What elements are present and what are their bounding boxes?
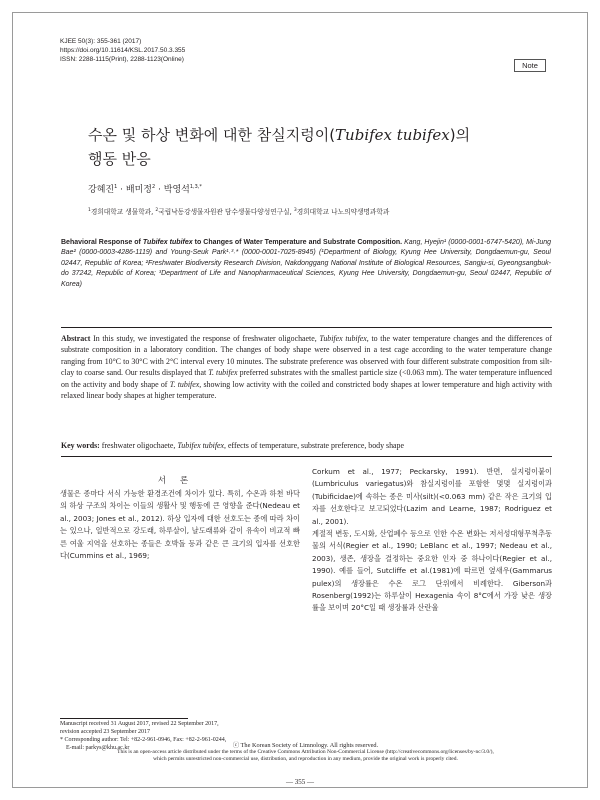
copyright-line-2: This is an open-access article distributed under the terms of the Creative Commons Attribution Non-Commercial License (http://creativecommons.org/licenses/by-nc/3.0/), [117, 749, 494, 755]
body-top-rule [61, 456, 552, 457]
affil-1: 경희대학교 생물학과, [90, 208, 156, 216]
page-number: — 355 — [286, 778, 314, 786]
title-korean-part2: )의 [449, 126, 471, 144]
affil-1-sup: 1 [88, 207, 91, 213]
keywords [61, 440, 552, 451]
abstract-text-4: , showing low activity with the coiled and constricted body shapes at lower temperature and high activity with relaxed linear body shapes at higher temperature. [61, 379, 552, 401]
journal-doi[interactable]: https://doi.org/10.11614/KSL.2017.50.3.355 [60, 47, 186, 55]
author-2: 배미정 [125, 185, 152, 195]
title-latin: Tubifex tubifex [335, 126, 450, 144]
english-title-latin: Tubifex tubifex [142, 239, 193, 246]
paper-title [88, 123, 508, 171]
abstract-text-1: In this study, we investigated the response of freshwater oligochaete, [90, 334, 320, 343]
footnote-line-2: revision accepted 23 September 2017 [60, 729, 150, 735]
author-separator: · [117, 185, 126, 195]
affil-3-sup: 3 [293, 207, 297, 213]
affiliations [88, 206, 389, 216]
copyright-notice [60, 742, 551, 763]
abstract-latin-2: T. tubifex [208, 368, 238, 378]
author-1-sup: 1 [114, 184, 118, 190]
journal-issn: ISSN: 2288-1115(Print), 2288-1123(Online) [60, 56, 184, 64]
title-korean-part1: 수온 및 하상 변화에 대한 참실지렁이( [88, 126, 336, 144]
author-separator: · [155, 185, 164, 195]
abstract-text-3: preferred substrates with the smallest particle size (<0.063 mm). The water temperature influenced on the activity and body shape of [61, 368, 552, 389]
affil-3: 경희대학교 나노의약생명과학과 [296, 208, 390, 216]
keywords-latin: Tubifex tubifex [177, 441, 225, 450]
author-list [88, 182, 202, 195]
english-title-b: to Changes of Water Temperature and Substrate Composition. [192, 239, 403, 246]
abstract-label: Abstract [61, 334, 91, 343]
english-authors-affiliations: Kang, Hyejin¹ (0000-0001-6747-5420), Mi-Jung Bae² (0000-0003-4286-1119) and Young-Seuk Park¹˒³˒* (0000-0001-7025-8945) (¹Department of Biology, Kyung Hee University, Dongdaemun-gu, Seoul 02447, Republic of Korea; ²Freshwater Biodiversity Research Division, Nakdonggang National Institute of Biological Resources, Sangju-si, Gyeongsangbuk-do 37242, Republic of Korea; ³Department of Life and Nanopharmaceutical Sciences, Kyung Hee University, Dongdaemun-gu, Seoul 02447, Republic of Korea) [61, 239, 552, 288]
english-title-a: Behavioral Response of [61, 239, 143, 246]
affil-2-sup: 2 [155, 207, 159, 213]
author-3-sup: 1,3,* [189, 184, 202, 190]
note-badge: Note [514, 59, 546, 72]
abstract-top-rule [61, 327, 552, 328]
copyright-line-3: which permits unrestricted non-commercial use, distribution, and reproduction in any medium, provide the original work is properly cited. [153, 756, 458, 762]
english-title-block [61, 238, 551, 290]
footnote-rule [60, 718, 188, 719]
footnote-email[interactable]: E-mail: parkys@khu.ac.kr [66, 745, 130, 751]
body-left-column: 생물은 종마다 서식 가능한 환경조건에 차이가 있다. 특히, 수온과 하천 바닥의 하상 구조의 차이는 이들의 생활사 및 행동에 큰 영향을 준다(Nedeau et al., 2003; Jones et al., 2012). 하상 입자에 대한 선호도는 종에 따라 차이는 있으나, 일반적으로 강도래, 하루살이, 날도래류와 같이 유속이 비교적 빠른 여울 지역을 선호하는 종들은 호박돌 등과 같은 큰 크기의 입자를 선호한다(Cummins et al., 1969; [60, 489, 300, 561]
section-title-introduction: 서론 [157, 476, 203, 486]
author-1: 강혜진 [88, 185, 115, 195]
keywords-text-b: , effects of temperature, substrate preference, body shape [224, 441, 404, 450]
journal-citation: KJEE 50(3): 355-361 (2017) [60, 38, 142, 45]
author-3: 박영석 [163, 185, 190, 195]
keywords-text-a: freshwater oligochaete, [99, 441, 178, 450]
abstract-latin-3: T. tubifex [169, 379, 200, 389]
keywords-label: Key words: [61, 441, 100, 450]
copyright-line-1: ⓒ The Korean Society of Limnology. All rights reserved. [232, 742, 379, 749]
title-line2: 행동 반응 [88, 150, 151, 168]
affil-2: 국립낙동강생물자원관 담수생물다양성연구실, [158, 208, 294, 216]
author-2-sup: 2 [151, 184, 156, 190]
abstract-latin-1: Tubifex tubifex [319, 334, 367, 343]
footnote-line-3: * Corresponding author: Tel: +82-2-961-0946, Fax: +82-2-961-0244, [60, 737, 227, 743]
abstract [61, 333, 552, 401]
footnote-line-1: Manuscript received 31 August 2017, revised 22 September 2017, [60, 721, 219, 727]
body-right-column: Corkum et al., 1977; Peckarsky, 1991). 반면, 실지렁이붙이(Lumbriculus variegatus)와 참실지렁이를 포함한 몇몇 실지렁이과(Tubificidae)에 속하는 종은 미사(silt)(<0.063 mm) 같은 작은 크기의 입자를 선호한다고 보고되었다(Lazim and Learne, 1987; Rodriguez et al., 2001). 계절적 변동, 도시화, 산업폐수 등으로 인한 수온 변화는 저서성대형무척추동물의 서식(Regier et al., 1990; LeBlanc et al., 1997; Nedeau et al., 2003), 생존, 생장을 결정하는 중요한 인자 중 하나이다(Regier et al., 1990). 예를 들어, Sutcliffe et al.(1981)에 따르면 옆새우(Gammarus pulex)의 생장률은 수온 로그 단위에서 비례한다. Giberson과 Rosenberg(1992)는 하루살이 Hexagenia 속이 8°C에서 가장 낮은 생장률을 보이며 20°C일 때 생장률과 산란율 [312, 467, 552, 613]
journal-header [60, 37, 185, 65]
abstract-text-2: , to the water temperature changes and the differences of substrate composition in a laboratory condition. The changes of body shape were observed in a test cage according to the water temperature change ranging from 10°C to 30°C with 2°C interval every 10 minutes. The substrate preference was observed with four different substrate composition from silt-clay to coarse sand. Our results displayed that [61, 334, 552, 378]
